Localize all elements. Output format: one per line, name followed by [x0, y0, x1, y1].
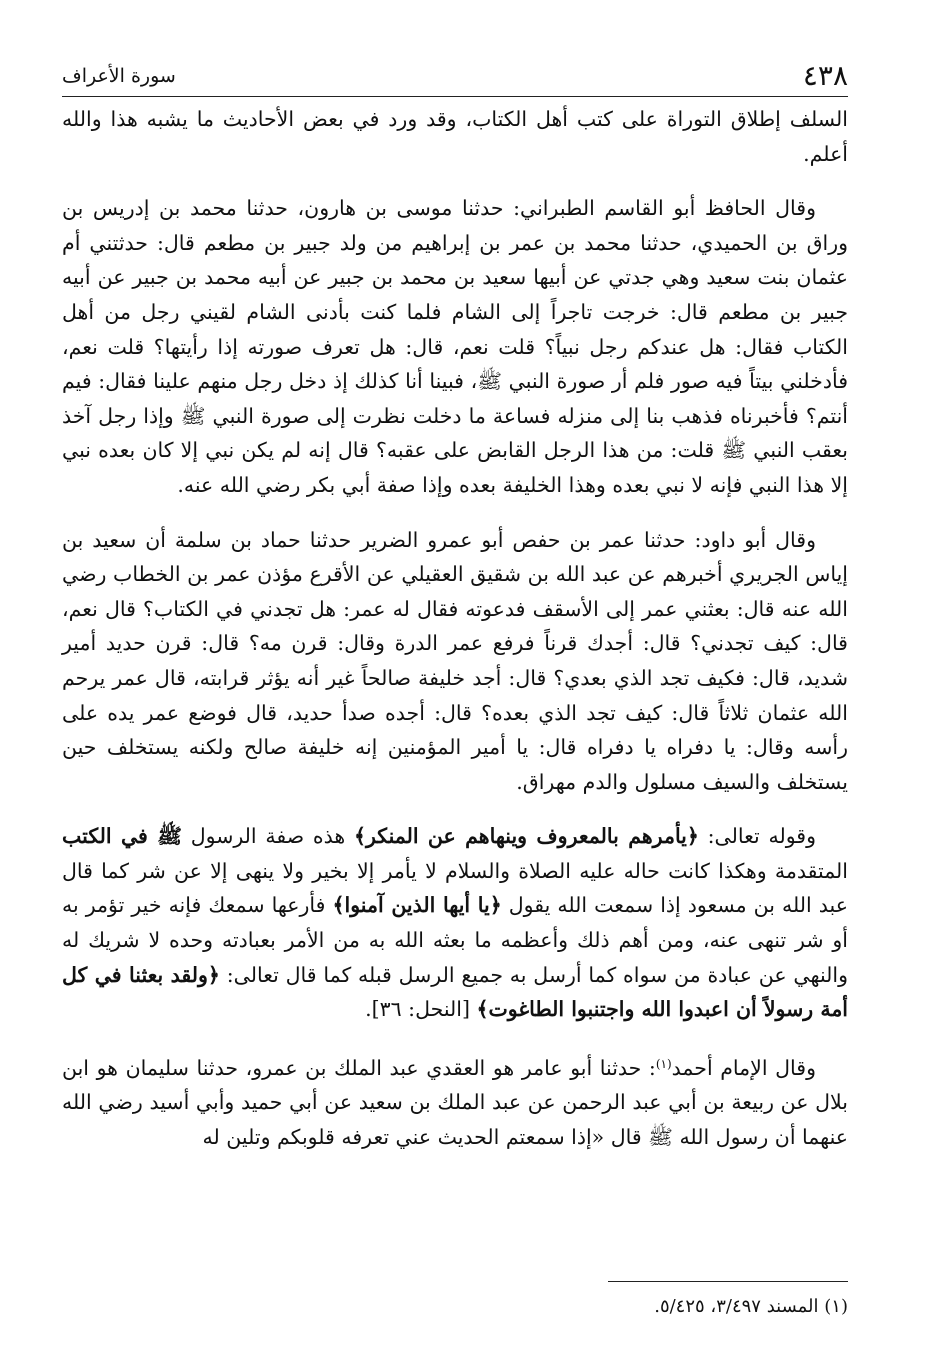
paragraph-4-text: وقوله تعالى: [698, 824, 816, 849]
quran-verse: ﴿يأمرهم بالمعروف وينهاهم عن المنكر﴾ [353, 824, 699, 849]
quran-verse: ﴿ولقد بعثنا في كل أمة رسولاً أن اعبدوا الله واجتنبوا الطاغوت﴾ [62, 962, 848, 1022]
paragraph-gap [62, 1027, 848, 1047]
paragraph-1: السلف إطلاق التوراة على كتب أهل الكتاب، وقد ورد في بعض الأحاديث ما يشبه هذا والله أعلم. [62, 107, 848, 166]
paragraph-5 [62, 1047, 848, 1155]
footnote-reference[interactable]: (١) [655, 1056, 672, 1071]
paragraph-5-text: وقال الإمام أحمد [671, 1055, 816, 1080]
paragraph-gap [62, 503, 848, 523]
paragraph-4-text: المتقدمة وهكذا كانت حاله عليه الصلاة والسلام لا يأمر إلا بخير ولا ينهى إلا عن شر كما قال عبد الله بن مسعود إذا سمعت الله يقول [62, 858, 848, 918]
quran-verse: ﴿يا أيها الذين آمنوا﴾ [332, 893, 502, 918]
paragraph-5-text: : حدثنا أبو عامر هو العقدي عبد الملك بن عمرو، حدثنا سليمان هو ابن بلال عن ربيعة بن أبي عبد الرحمن عن عبد الملك بن سعيد عن أبي حميد وأبي أسيد رضي الله عنهما أن رسول الله ﷺ قال «إذا سمعتم الحديث عني تعرفه قلوبكم وتلين له [62, 1055, 848, 1150]
header-divider [62, 96, 848, 97]
page-header [62, 58, 848, 98]
paragraph-3: وقال أبو داود: حدثنا عمر بن حفص أبو عمرو الضرير حدثنا حماد بن سلمة أن سعيد بن إياس الجريري أخبرهم عن عبد الله بن شقيق العقيلي عن الأقرع مؤذن عمر بن الخطاب رضي الله عنه قال: بعثني عمر إلى الأسقف فدعوته فقال له عمر: هل تجدني في الكتاب؟ قال نعم، قال: كيف تجدني؟ قال: أجدك قرناً فرفع عمر الدرة وقال: قرن مه؟ قال: قرن حديد أمير شديد، قال: فكيف تجد الذي بعدي؟ قال: أجد خليفة صالحاً غير أنه يؤثر قرابته، قال عمر يرحم الله عثمان ثلاثاً قال: كيف تجد الذي بعده؟ قال: أجده صدأ حديد، قال فوضع عمر يده على رأسه وقال: يا دفراه يا دفراه قال: يا أمير المؤمنين إنه خليفة صالح ولكنه يستخلف حين يستخلف والسيف مسلول والدم مهراق. [62, 527, 848, 794]
paragraph-4 [62, 819, 848, 1027]
paragraph-gap [62, 799, 848, 819]
paragraph-4-text: فأرعها سمعك فإنه خير تؤمر به أو شر تنهى عنه، ومن أهم ذلك وأعظمه ما بعثه الله به من الأمر بعبادته وحده لا شريك له والنهي عن عبادة من سواه كما أرسل به جميع الرسل قبله كما قال تعالى: [62, 893, 848, 987]
paragraph-2: وقال الحافظ أبو القاسم الطبراني: حدثنا موسى بن هارون، حدثنا محمد بن إدريس بن وراق بن الحميدي، حدثنا محمد بن عمر بن إبراهيم من ولد جبير بن مطعم قال: حدثتني أم عثمان بنت سعيد وهي جدتي عن أبيها سعيد بن محمد بن جبير عن أبيه محمد بن جبير عن أبيه جبير بن مطعم قال: خرجت تاجراً إلى الشام فلما كنت بأدنى الشام لقيني رجل من أهل الكتاب فقال: هل عندكم رجل نبياً؟ قلت نعم، قال: هل تعرف صورته إذا رأيتها؟ قلت نعم، فأدخلني بيتاً فيه صور فلم أر صورة النبي ﷺ، فبينا أنا كذلك إذ دخل رجل منهم علينا فقال: فيم أنتم؟ فأخبرناه فذهب بنا إلى منزله فساعة ما دخلت نظرت إلى صورة النبي ﷺ وإذا رجل آخذ بعقب النبي ﷺ قلت: من هذا الرجل القابض على عقبه؟ قال إنه لم يكن نبي إلا كان بعده نبي إلا هذا النبي فإنه لا نبي بعده وهذا الخليفة بعده وإذا صفة أبي بكر رضي الله عنه. [62, 196, 848, 497]
honorific-phrase: ﷺ في الكتب [62, 824, 182, 849]
paragraph-4-text: [النحل: ٣٦]. [365, 997, 477, 1022]
paragraph-4-text: هذه صفة الرسول [181, 824, 354, 849]
main-text [62, 102, 848, 1155]
footnote-marker: (١) [824, 1296, 848, 1317]
footnote-divider [608, 1281, 848, 1282]
footnote-text: المسند ٣/٤٩٧، ٥/٤٢٥. [654, 1296, 819, 1317]
surah-name: سورة الأعراف [62, 65, 176, 87]
footnote [62, 1292, 848, 1322]
paragraph-gap [62, 171, 848, 191]
page-number: ٤٣٨ [802, 59, 848, 92]
